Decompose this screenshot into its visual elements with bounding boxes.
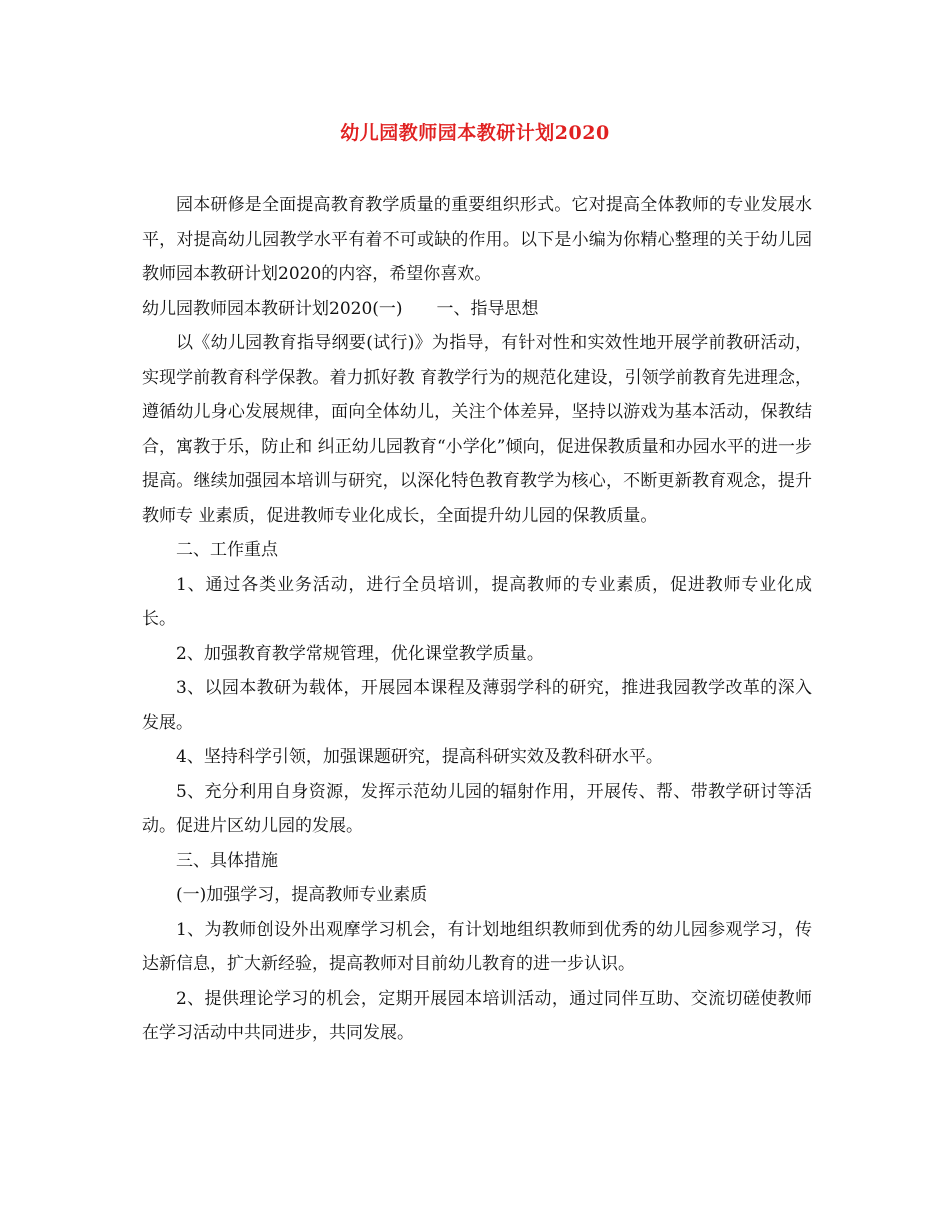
measures-item-1: 1、为教师创设外出观摩学习机会，有计划地组织教师到优秀的幼儿园参观学习，传达新信息，扩大新经验，提高教师对目前幼儿教育的进一步认识。 (142, 919, 812, 974)
work-focus-item-5: 5、充分利用自身资源，发挥示范幼儿园的辐射作用，开展传、帮、带教学研讨等活动。促进片区幼儿园的发展。 (142, 781, 812, 836)
work-focus-item-1: 1、通过各类业务活动，进行全员培训，提高教师的专业素质，促进教师专业化成长。 (142, 574, 812, 629)
section-heading-measures: 三、具体措施 (176, 850, 278, 871)
work-focus-item-4: 4、坚持科学引领，加强课题研究，提高科研实效及教科研水平。 (176, 747, 663, 767)
work-focus-item-3: 3、以园本教研为载体，开展园本课程及薄弱学科的研究，推进我园教学改革的深入发展。 (142, 678, 812, 733)
document-title: 幼儿园教师园本教研计划2020 (340, 122, 610, 144)
document-body (142, 188, 812, 1051)
measures-item-2: 2、提供理论学习的机会，定期开展园本培训活动，通过同伴互助、交流切磋使教师在学习活动中共同进步，共同发展。 (142, 988, 812, 1043)
guiding-ideology-paragraph: 以《幼儿园教育指导纲要(试行)》为指导，有针对性和实效性地开展学前教研活动，实现学前教育科学保教。着力抓好教 育教学行为的规范化建设，引领学前教育先进理念，遵循幼儿身心发展规律，面向全体幼儿，关注个体差异，坚持以游戏为基本活动，保教结合，寓教于乐，防止和 纠正幼儿园教育“小学化”倾向，促进保教质量和办园水平的进一步提高。继续加强园本培训与研究，以深化特色教育教学为核心，不断更新教育观念，提升教师专 业素质，促进教师专业化成长，全面提升幼儿园的保教质量。 (142, 333, 812, 526)
subsection-heading-learning: (一)加强学习，提高教师专业素质 (176, 885, 428, 905)
section-heading-work-focus: 二、工作重点 (176, 540, 278, 560)
intro-paragraph: 园本研修是全面提高教育教学质量的重要组织形式。它对提高全体教师的专业发展水平，对提高幼儿园教学水平有着不可或缺的作用。以下是小编为你精心整理的关于幼儿园教师园本教研计划2020的内容，希望你喜欢。 (142, 195, 812, 284)
section-heading-guiding-ideology: 幼儿园教师园本教研计划2020(一) 一、指导思想 (142, 298, 539, 319)
work-focus-item-2: 2、加强教育教学常规管理，优化课堂教学质量。 (176, 643, 544, 664)
